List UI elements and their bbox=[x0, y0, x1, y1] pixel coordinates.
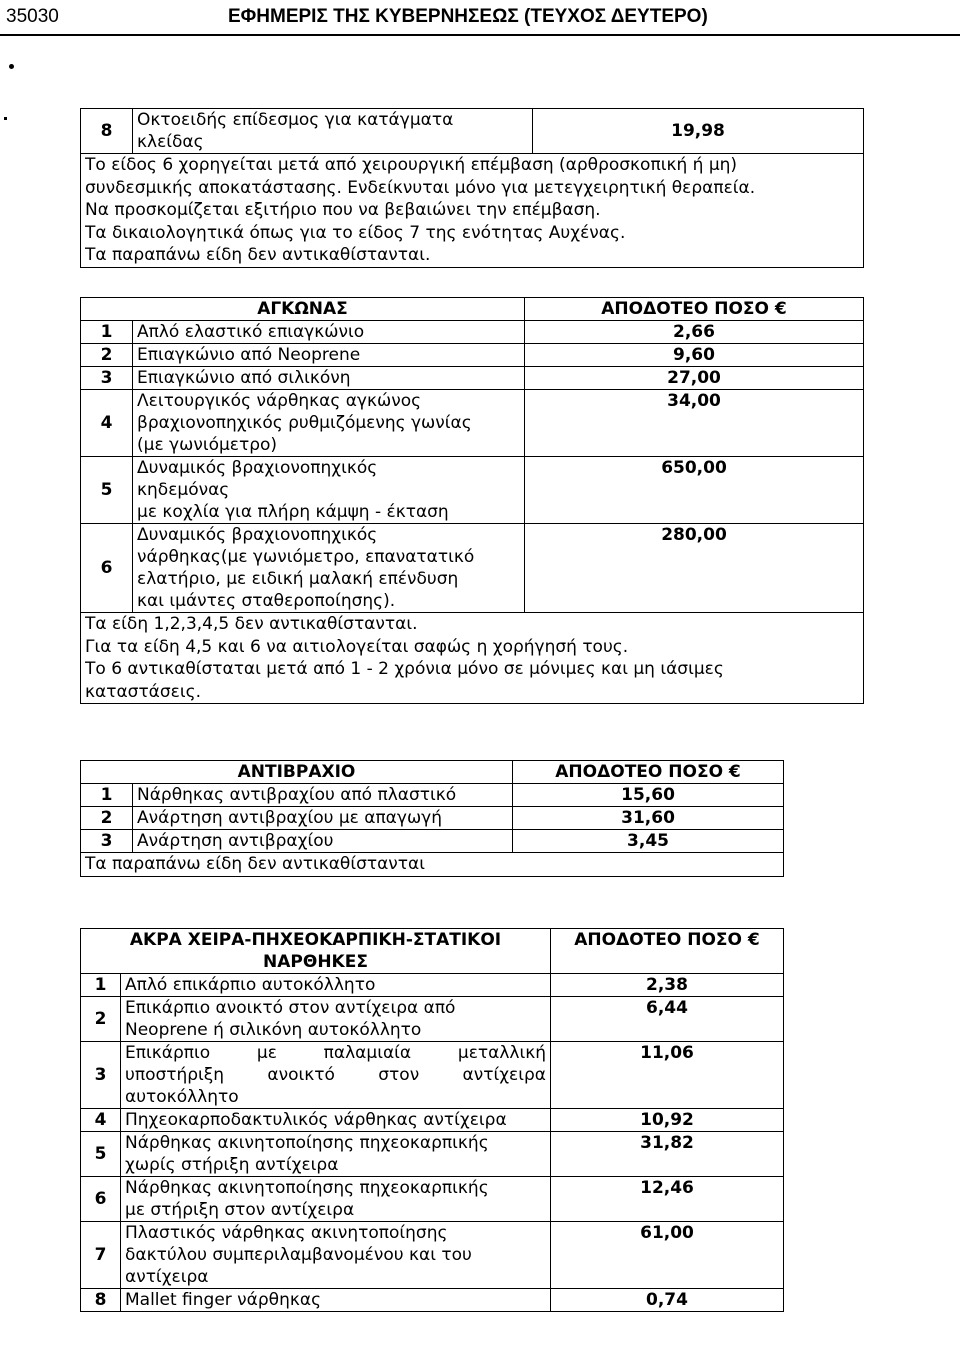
header-rule bbox=[0, 34, 960, 36]
table-row bbox=[81, 390, 864, 457]
price-header: ΑΠΟΔΟΤΕΟ ΠΟΣΟ € bbox=[525, 298, 864, 321]
item-price: 27,00 bbox=[525, 367, 864, 390]
row-number: 2 bbox=[81, 807, 133, 830]
item-description: Πλαστικός νάρθηκας ακινητοποίησης δακτύλου συμπεριλαμβανομένου και του αντίχειρα bbox=[121, 1222, 551, 1289]
table-row bbox=[81, 457, 864, 524]
page-header bbox=[0, 0, 960, 40]
table-row bbox=[81, 321, 864, 344]
bullet-mark bbox=[9, 64, 14, 69]
item-price: 2,38 bbox=[551, 974, 784, 997]
row-number: 1 bbox=[81, 974, 121, 997]
item8-table bbox=[80, 108, 864, 268]
row-number: 3 bbox=[81, 367, 133, 390]
row-number: 2 bbox=[81, 997, 121, 1042]
item-price: 280,00 bbox=[525, 524, 864, 613]
item-description: Νάρθηκας αντιβραχίου από πλαστικό bbox=[133, 784, 513, 807]
item-price: 6,44 bbox=[551, 997, 784, 1042]
table-row bbox=[81, 1109, 784, 1132]
section-title: ΑΚΡΑ ΧΕΙΡΑ-ΠΗΧΕΟΚΑΡΠΙΚΗ-ΣΤΑΤΙΚΟΙ ΝΑΡΘΗΚΕΣ bbox=[81, 929, 551, 974]
table-header-row bbox=[81, 298, 864, 321]
item-description: Απλό ελαστικό επιαγκώνιο bbox=[133, 321, 525, 344]
item-price: 19,98 bbox=[533, 109, 864, 154]
item-price: 15,60 bbox=[513, 784, 784, 807]
margin-mark bbox=[4, 117, 7, 120]
item-price: 12,46 bbox=[551, 1177, 784, 1222]
table-row bbox=[81, 367, 864, 390]
agkonas-table bbox=[80, 297, 864, 704]
row-number: 4 bbox=[81, 390, 133, 457]
row-number: 8 bbox=[81, 109, 133, 154]
item-description: Ανάρτηση αντιβραχίου bbox=[133, 830, 513, 853]
item-description: Ανάρτηση αντιβραχίου με απαγωγή bbox=[133, 807, 513, 830]
table-row bbox=[81, 1289, 784, 1312]
item-description: Οκτοειδής επίδεσμος για κατάγματα κλείδας bbox=[133, 109, 533, 154]
notes-row bbox=[81, 853, 784, 877]
row-number: 7 bbox=[81, 1222, 121, 1289]
item-price: 3,45 bbox=[513, 830, 784, 853]
akra-cheira-table bbox=[80, 928, 784, 1312]
item-description: Επικάρπιο με παλαμιαία μεταλλική υποστήριξη ανοικτό στον αντίχειρα αυτοκόλλητο bbox=[121, 1042, 551, 1109]
price-header: ΑΠΟΔΟΤΕΟ ΠΟΣΟ € bbox=[551, 929, 784, 974]
item-price: 2,66 bbox=[525, 321, 864, 344]
page-number: 35030 bbox=[6, 6, 59, 27]
agkonas-notes: Τα είδη 1,2,3,4,5 δεν αντικαθίστανται. Για τα είδη 4,5 και 6 να αιτιολογείται σαφώς η χορήγησή τους. Το 6 αντικαθίσταται μετά από 1 - 2 χρόνια μόνο σε μόνιμες και μη ιάσιμες καταστάσεις. bbox=[81, 613, 864, 704]
row-number: 6 bbox=[81, 1177, 121, 1222]
antivrachio-note: Τα παραπάνω είδη δεν αντικαθίστανται bbox=[81, 853, 784, 877]
row-number: 1 bbox=[81, 321, 133, 344]
item-price: 61,00 bbox=[551, 1222, 784, 1289]
row-number: 3 bbox=[81, 830, 133, 853]
item-description: Νάρθηκας ακινητοποίησης πηχεοκαρπικής με στήριξη στον αντίχειρα bbox=[121, 1177, 551, 1222]
item-price: 11,06 bbox=[551, 1042, 784, 1109]
row-number: 5 bbox=[81, 457, 133, 524]
item-description: Δυναμικός βραχιονοπηχικός νάρθηκας(με γωνιόμετρο, επανατατικό ελατήριο, με ειδική μαλακή επένδυση και ιμάντες σταθεροποίησης). bbox=[133, 524, 525, 613]
row-number: 1 bbox=[81, 784, 133, 807]
item-description: Πηχεοκαρποδακτυλικός νάρθηκας αντίχειρα bbox=[121, 1109, 551, 1132]
gazette-title: ΕΦΗΜΕΡΙΣ ΤΗΣ ΚΥΒΕΡΝΗΣΕΩΣ (ΤΕΥΧΟΣ ΔΕΥΤΕΡΟ) bbox=[228, 6, 708, 27]
item-description: Δυναμικός βραχιονοπηχικός κηδεμόνας με κοχλία για πλήρη κάμψη - έκταση bbox=[133, 457, 525, 524]
item-price: 31,82 bbox=[551, 1132, 784, 1177]
item-description: Επικάρπιο ανοικτό στον αντίχειρα από Neoprene ή σιλικόνη αυτοκόλλητο bbox=[121, 997, 551, 1042]
table-row bbox=[81, 109, 864, 154]
item-description: Λειτουργικός νάρθηκας αγκώνος βραχιονοπηχικός ρυθμιζόμενης γωνίας (με γωνιόμετρο) bbox=[133, 390, 525, 457]
section-title: ΑΝΤΙΒΡΑΧΙΟ bbox=[81, 761, 513, 784]
item-description: Νάρθηκας ακινητοποίησης πηχεοκαρπικής χωρίς στήριξη αντίχειρα bbox=[121, 1132, 551, 1177]
row-number: 4 bbox=[81, 1109, 121, 1132]
table-row bbox=[81, 524, 864, 613]
item-price: 9,60 bbox=[525, 344, 864, 367]
price-header: ΑΠΟΔΟΤΕΟ ΠΟΣΟ € bbox=[513, 761, 784, 784]
table-row bbox=[81, 344, 864, 367]
item-description: Απλό επικάρπιο αυτοκόλλητο bbox=[121, 974, 551, 997]
table-row bbox=[81, 784, 784, 807]
item-price: 650,00 bbox=[525, 457, 864, 524]
table-row bbox=[81, 1222, 784, 1289]
table-row bbox=[81, 1177, 784, 1222]
antivrachio-table bbox=[80, 760, 784, 877]
item-description: Επιαγκώνιο από Neoprene bbox=[133, 344, 525, 367]
item-price: 31,60 bbox=[513, 807, 784, 830]
item-price: 34,00 bbox=[525, 390, 864, 457]
table-row bbox=[81, 974, 784, 997]
table-row bbox=[81, 1132, 784, 1177]
row-number: 3 bbox=[81, 1042, 121, 1109]
table-row bbox=[81, 1042, 784, 1109]
table-row bbox=[81, 997, 784, 1042]
notes-row bbox=[81, 613, 864, 704]
item-description: Mallet finger νάρθηκας bbox=[121, 1289, 551, 1312]
notes-row bbox=[81, 154, 864, 268]
row-number: 2 bbox=[81, 344, 133, 367]
row-number: 5 bbox=[81, 1132, 121, 1177]
row-number: 8 bbox=[81, 1289, 121, 1312]
table-row bbox=[81, 830, 784, 853]
table-header-row bbox=[81, 761, 784, 784]
item-description: Επιαγκώνιο από σιλικόνη bbox=[133, 367, 525, 390]
section-title: ΑΓΚΩΝΑΣ bbox=[81, 298, 525, 321]
item-price: 0,74 bbox=[551, 1289, 784, 1312]
table-row bbox=[81, 807, 784, 830]
item-price: 10,92 bbox=[551, 1109, 784, 1132]
item8-notes: Το είδος 6 χορηγείται μετά από χειρουργική επέμβαση (αρθροσκοπική ή μη) συνδεσμικής αποκατάστασης. Ενδείκνυται μόνο για μετεγχειρητική θεραπεία. Να προσκομίζεται εξιτήριο που να βεβαιώνει την επέμβαση. Τα δικαιολογητικά όπως για το είδος 7 της ενότητας Αυχένας. Τα παραπάνω είδη δεν αντικαθίστανται. bbox=[81, 154, 864, 268]
row-number: 6 bbox=[81, 524, 133, 613]
table-header-row bbox=[81, 929, 784, 974]
